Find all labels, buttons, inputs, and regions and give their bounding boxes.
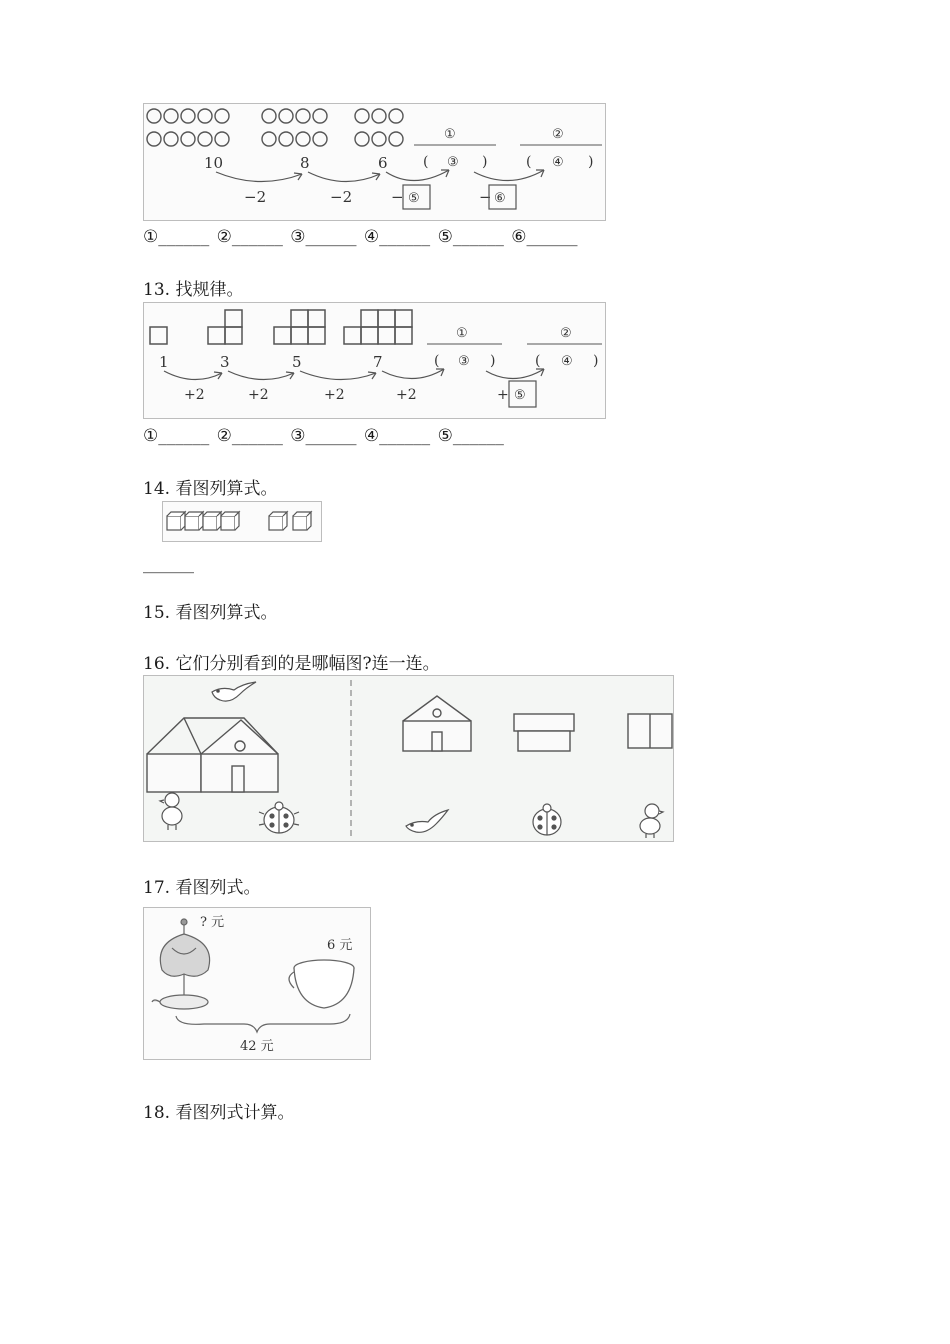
- mark-3: ③: [458, 354, 470, 369]
- ladybug-icon-right: [533, 804, 561, 835]
- q17-diagram: [144, 908, 370, 1059]
- op-plus-2-d: +2: [396, 387, 417, 403]
- figure-q12-subtraction-pattern: [143, 103, 606, 221]
- op-plus-2-b: +2: [248, 387, 269, 403]
- paren-close-3: ): [490, 353, 496, 369]
- lamp-price-label: ? 元: [200, 915, 225, 930]
- figure-q16-views: [143, 675, 674, 842]
- q16-diagram: [144, 676, 673, 841]
- figure-q14-cubes: [162, 501, 322, 542]
- q14-diagram: [163, 502, 321, 541]
- question-14-text: 看图列算式。: [175, 479, 278, 499]
- q12-diagram: [144, 104, 605, 220]
- chick-icon-right: [640, 804, 663, 838]
- view-option-top: [628, 714, 672, 748]
- question-17-text: 看图列式。: [175, 878, 261, 898]
- q13-diagram: [144, 303, 605, 418]
- mark-2: ②: [552, 127, 564, 142]
- circle-row-1: [147, 109, 403, 123]
- paren-close-4: ): [593, 353, 599, 369]
- house-scene: [147, 718, 278, 792]
- answer-blanks-q12: ①______ ②______ ③______ ④______ ⑤______ ⑥______: [143, 227, 578, 247]
- chick-icon: [160, 793, 182, 830]
- question-15-text: 看图列算式。: [175, 603, 278, 623]
- circle-row-2: [147, 132, 403, 146]
- question-15: [143, 598, 277, 623]
- number-7: 7: [373, 353, 383, 371]
- mark-4: ④: [561, 354, 573, 369]
- mark-5: ⑤: [408, 191, 420, 206]
- mark-1: ①: [444, 127, 456, 142]
- paren-close-3: ): [482, 154, 488, 170]
- mark-5: ⑤: [514, 388, 526, 403]
- lamp-icon: [152, 919, 210, 1009]
- number-5: 5: [292, 353, 302, 371]
- question-13-text: 找规律。: [175, 280, 244, 300]
- mark-6: ⑥: [494, 191, 506, 206]
- answer-blank-q14: ______: [143, 554, 194, 574]
- cube-group-left: [167, 512, 239, 530]
- paren-open-4: (: [526, 154, 532, 170]
- question-18-number: 18.: [143, 1103, 171, 1123]
- cup-icon: [289, 960, 354, 1008]
- number-6: 6: [378, 154, 388, 172]
- square-group-7: [344, 310, 412, 344]
- op-plus-e: +: [497, 387, 509, 403]
- figure-q17-lamp-and-cup: [143, 907, 371, 1060]
- square-groups: [150, 310, 412, 344]
- question-13-number: 13.: [143, 280, 171, 300]
- ladybug-icon: [259, 802, 299, 833]
- view-option-front: [403, 696, 471, 751]
- figure-q13-addition-pattern: [143, 302, 606, 419]
- question-16-number: 16.: [143, 654, 171, 674]
- number-3: 3: [220, 353, 230, 371]
- total-brace: [176, 1014, 350, 1032]
- square-group-5: [274, 310, 325, 344]
- question-18: [143, 1098, 294, 1123]
- paren-open-3: (: [423, 154, 429, 170]
- question-16: [143, 649, 440, 674]
- question-17: [143, 873, 260, 898]
- question-17-number: 17.: [143, 878, 171, 898]
- cube-group-right: [269, 512, 311, 530]
- question-13: [143, 275, 243, 300]
- mark-3: ③: [447, 155, 459, 170]
- question-15-number: 15.: [143, 603, 171, 623]
- op-minus-2-a: −2: [244, 188, 267, 206]
- number-10: 10: [204, 154, 224, 172]
- op-minus-2-b: −2: [330, 188, 353, 206]
- circle-groups: [147, 109, 403, 146]
- view-option-side: [514, 714, 574, 751]
- mark-1: ①: [456, 326, 468, 341]
- swallow-icon-right: [406, 810, 448, 832]
- op-plus-2-a: +2: [184, 387, 205, 403]
- answer-blanks-q13: ①______ ②______ ③______ ④______ ⑤______: [143, 426, 504, 446]
- question-16-text: 它们分别看到的是哪幅图?连一连。: [175, 654, 440, 674]
- cup-price-label: 6 元: [327, 938, 353, 953]
- op-plus-2-c: +2: [324, 387, 345, 403]
- op-minus-c: −: [391, 188, 404, 206]
- question-14-number: 14.: [143, 479, 171, 499]
- op-minus-d: −: [479, 188, 492, 206]
- question-18-text: 看图列式计算。: [175, 1103, 295, 1123]
- square-group-1: [150, 327, 167, 344]
- paren-close-4: ): [588, 154, 594, 170]
- mark-4: ④: [552, 155, 564, 170]
- question-14: [143, 474, 277, 499]
- mark-2: ②: [560, 326, 572, 341]
- square-group-3: [208, 310, 242, 344]
- swallow-icon: [212, 682, 256, 701]
- paren-open-3: (: [434, 353, 440, 369]
- number-1: 1: [159, 353, 169, 371]
- number-8: 8: [300, 154, 310, 172]
- paren-open-4: (: [535, 353, 541, 369]
- total-price-label: 42 元: [240, 1039, 274, 1054]
